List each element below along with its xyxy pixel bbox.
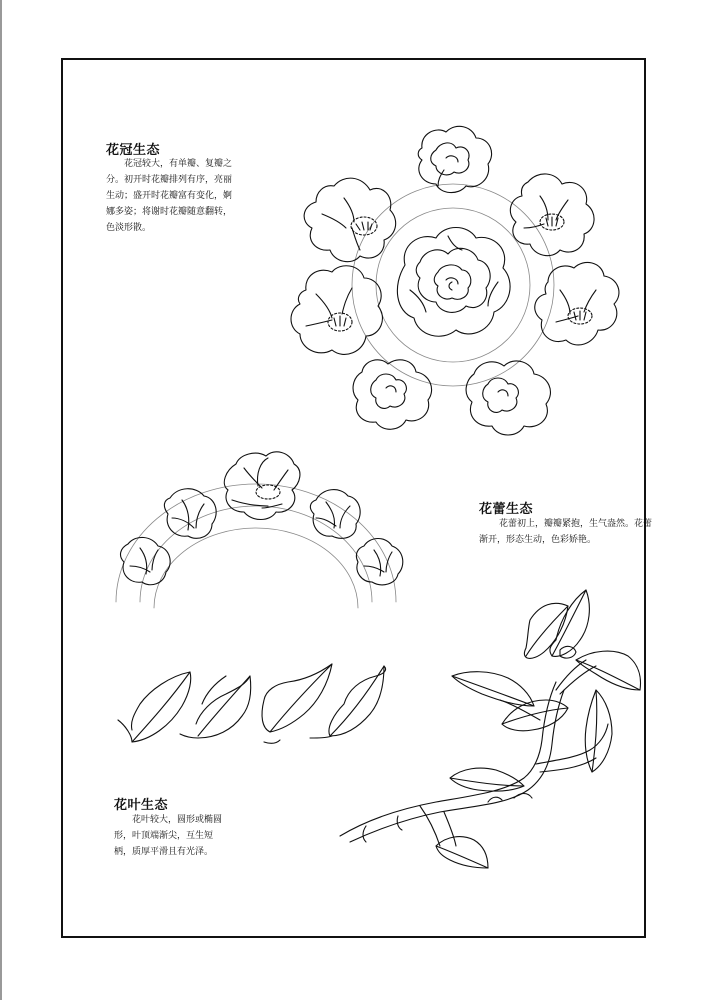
leaf-study-1 <box>118 672 191 742</box>
leaf-section-text: 花叶较大，圆形或椭圆形，叶顶端渐尖，互生短柄，质厚平滑且有光泽。 <box>114 815 223 857</box>
bud-top-opening <box>224 452 300 520</box>
bud-left-mid <box>164 489 216 539</box>
top-double-flower <box>418 126 491 192</box>
leaf-section-heading: 花叶生态 <box>114 798 169 813</box>
bud-right <box>356 539 402 585</box>
center-double-flower <box>397 228 510 337</box>
leaf-study-4 <box>310 666 386 738</box>
lower-right-double-flower <box>466 361 550 435</box>
crown-section-heading: 花冠生态 <box>106 143 161 158</box>
bud-section-heading: 花蕾生态 <box>479 502 534 517</box>
lower-left-double-flower <box>353 360 432 429</box>
bud-right-mid <box>310 490 360 539</box>
branch-leaf-bottom <box>436 837 488 868</box>
leaf-studies <box>118 664 386 743</box>
camellia-bud-arc <box>116 452 403 608</box>
bud-section-text: 花蕾初上，瓣瓣紧抱，生气盎然。花蕾渐开，形态生动，色彩娇艳。 <box>479 519 653 545</box>
camellia-crown-wreath <box>291 126 619 435</box>
branch-leaf-upper-left <box>524 603 568 658</box>
branch-leaf-right-hanging <box>585 690 612 772</box>
camellia-branch <box>340 590 641 868</box>
upper-left-single-flower <box>304 178 396 262</box>
right-single-flower <box>535 262 619 345</box>
branch-leaf-upper-right <box>576 651 641 690</box>
upper-right-single-flower <box>510 174 594 256</box>
crown-section-text: 花冠较大，有单瓣、复瓣之分。初开时花瓣排列有序，亮丽生动；盛开时花瓣富有变化，婀娜多姿；将谢时花瓣随意翻转，色淡形散。 <box>106 159 233 233</box>
leaf-study-3 <box>262 664 332 743</box>
